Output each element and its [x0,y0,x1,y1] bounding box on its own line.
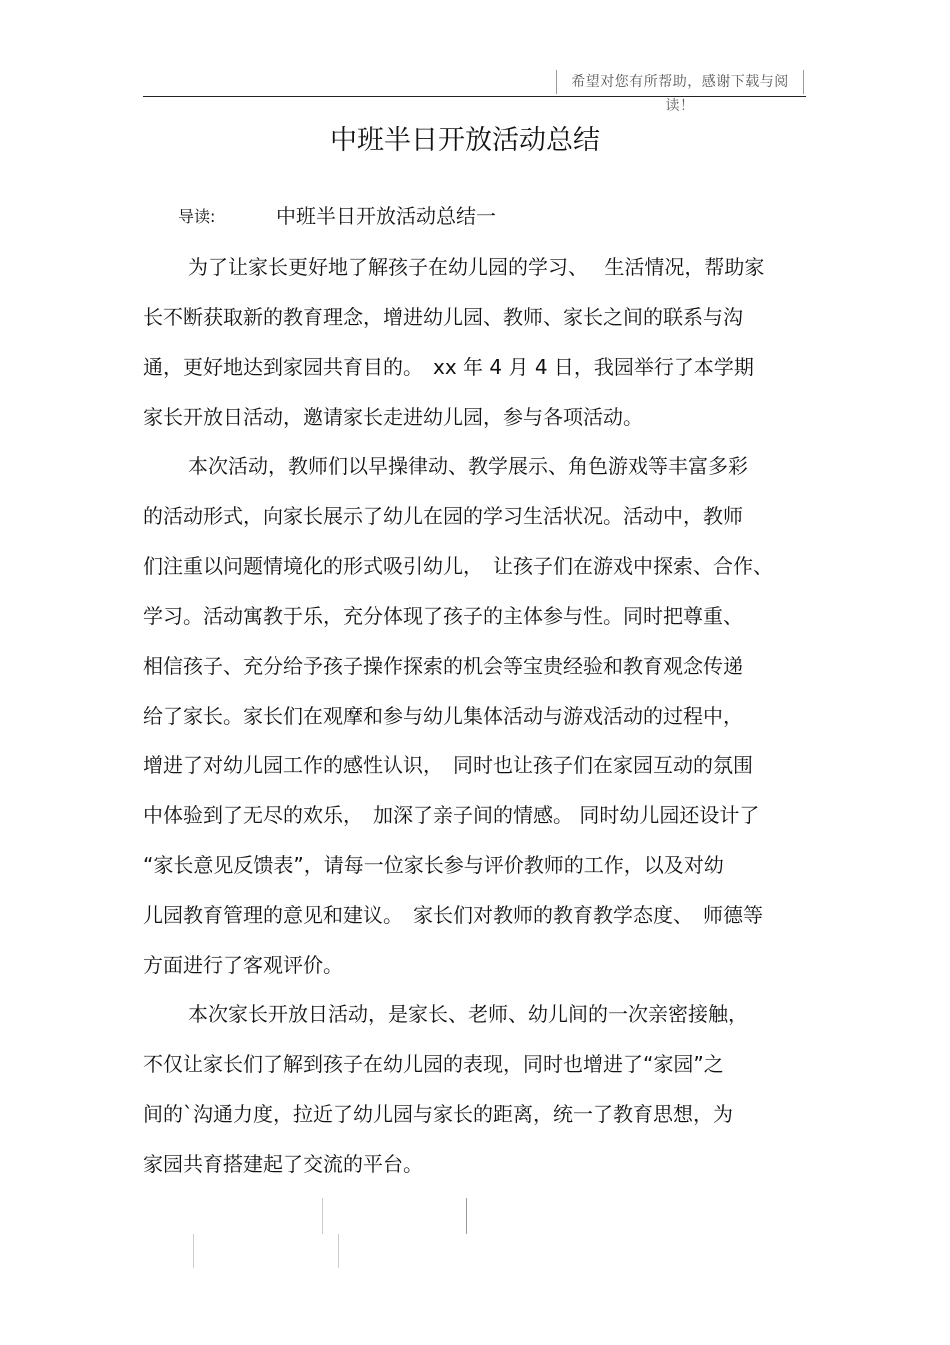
scan-mark [322,1198,323,1234]
paragraph-3-line-2: 不仅让家长们了解到孩子在幼儿园的表现，同时也增进了“家园”之 [143,1052,724,1076]
paragraph-2-line-5: 相信孩子、充分给予孩子操作探索的机会等宝贵经验和教育观念传递 [143,654,743,678]
paragraph-2-line-3: 们注重以问题情境化的形式吸引幼儿， 让孩子们在游戏中探索、合作、 [143,554,773,578]
header-rule [143,96,806,97]
scan-mark [338,1234,339,1268]
paragraph-3-line-1: 本次家长开放日活动，是家长、老师、幼儿间的一次亲密接触， [188,1002,748,1026]
paragraph-2-line-11: 方面进行了客观评价。 [143,953,343,977]
paragraph-2-line-9: “家长意见反馈表”，请每一位家长参与评价教师的工作，以及对幼 [143,853,724,877]
scan-mark [466,1198,467,1234]
lead-label: 导读: [178,207,216,226]
paragraph-1-line-2: 长不断获取新的教育理念，增进幼儿园、教师、家长之间的联系与沟 [143,305,743,329]
paragraph-2-line-1: 本次活动，教师们以早操律动、教学展示、角色游戏等丰富多彩 [188,454,748,478]
header-note: 希望对您有所帮助，感谢下载与阅读！ [556,70,804,94]
paragraph-2-line-2: 的活动形式，向家长展示了幼儿在园的学习生活状况。活动中，教师 [143,504,743,528]
paragraph-2-line-7: 增进了对幼儿园工作的感性认识， 同时也让孩子们在家园互动的氛围 [143,753,753,777]
paragraph-2-line-10: 儿园教育管理的意见和建议。 家长们对教师的教育教学态度、 师德等 [143,903,763,927]
paragraph-1-line-3: 通，更好地达到家园共育目的。 xx 年 4 月 4 日，我园举行了本学期 [143,355,754,379]
paragraph-2-line-4: 学习。活动寓教于乐，充分体现了孩子的主体参与性。同时把尊重、 [143,604,743,628]
lead-text: 中班半日开放活动总结一 [276,204,496,228]
paragraph-2-line-8: 中体验到了无尽的欢乐， 加深了亲子间的情感。 同时幼儿园还设计了 [143,803,760,827]
page-title: 中班半日开放活动总结 [330,125,600,156]
paragraph-3-line-4: 家园共育搭建起了交流的平台。 [143,1152,423,1176]
paragraph-2-line-6: 给了家长。家长们在观摩和参与幼儿集体活动与游戏活动的过程中， [143,704,743,728]
scan-mark [193,1234,194,1268]
paragraph-3-line-3: 间的`沟通力度，拉近了幼儿园与家长的距离，统一了教育思想，为 [143,1102,733,1126]
paragraph-1-line-4: 家长开放日活动，邀请家长走进幼儿园，参与各项活动。 [143,405,643,429]
paragraph-1-line-1: 为了让家长更好地了解孩子在幼儿园的学习、 生活情况，帮助家 [188,255,765,279]
